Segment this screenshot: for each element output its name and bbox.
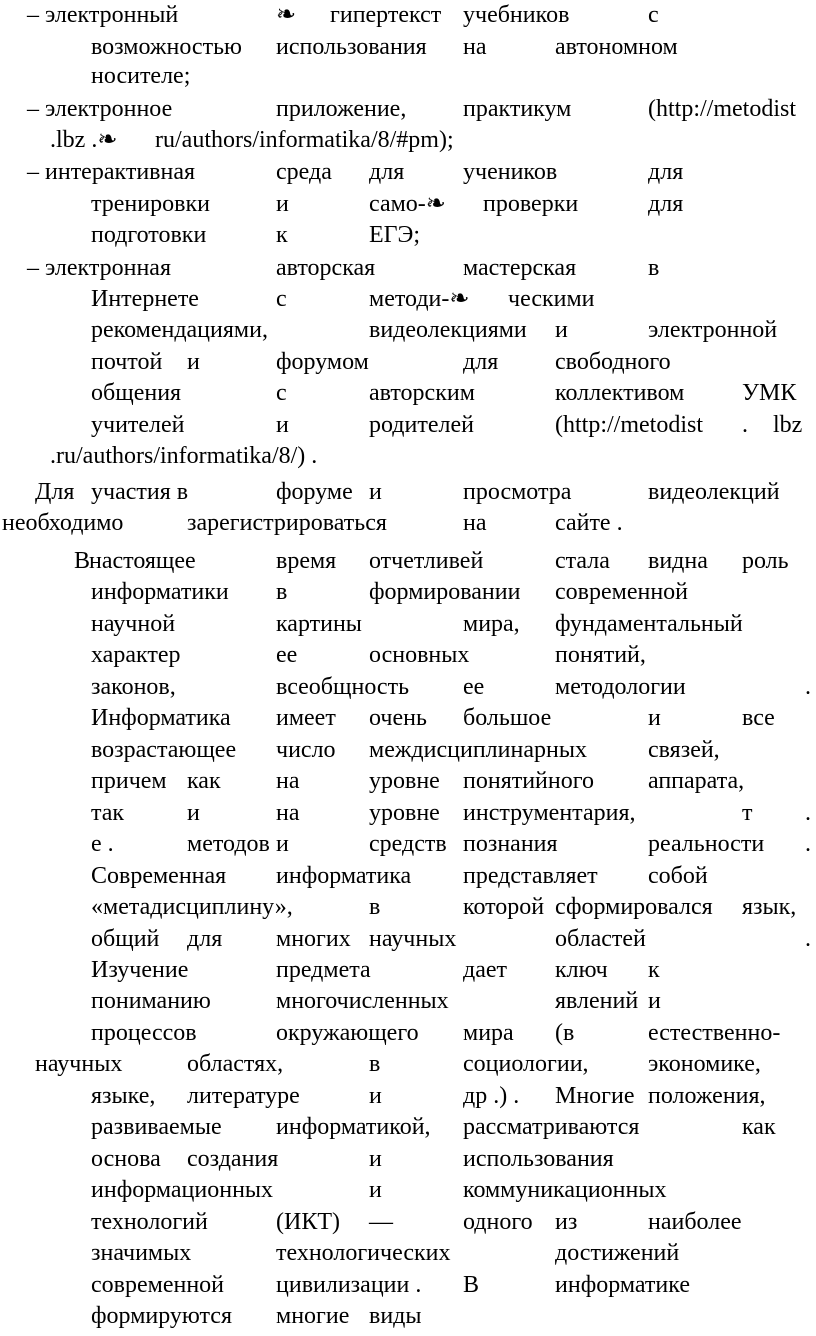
- word: учебников: [463, 2, 570, 28]
- word: роль: [742, 548, 789, 574]
- word: наиболее: [648, 1209, 742, 1235]
- word: мастерская: [463, 255, 577, 281]
- word: приложение,: [276, 96, 407, 122]
- word: процессов: [91, 1020, 197, 1046]
- word: с: [648, 2, 659, 28]
- word: ее: [463, 674, 485, 700]
- word: в: [276, 579, 288, 605]
- text-line: [0, 1269, 816, 1301]
- word: основных: [369, 642, 470, 668]
- word: ее: [276, 642, 298, 668]
- word: ключ: [555, 957, 608, 983]
- word: видна: [648, 548, 708, 574]
- word: основа: [91, 1146, 161, 1172]
- word: методи-❧: [369, 286, 470, 312]
- text-line: [0, 1080, 816, 1112]
- word: Для: [35, 479, 75, 505]
- word: мира,: [463, 611, 520, 637]
- word: Современная: [91, 863, 227, 889]
- text-line: [0, 671, 816, 703]
- word: «метадисциплину»,: [91, 894, 293, 920]
- text-line: [0, 1206, 816, 1238]
- word: и: [276, 412, 289, 438]
- text-line: [0, 476, 816, 508]
- word: Интернете: [91, 286, 199, 312]
- word: создания: [187, 1146, 279, 1172]
- word: как: [742, 1114, 776, 1140]
- word: аппарата,: [648, 768, 745, 794]
- word: ЕГЭ;: [369, 222, 421, 248]
- word: информатики: [91, 579, 229, 605]
- word: ru/authors/informatika/8/#pm);: [155, 127, 454, 153]
- word: законов,: [91, 674, 176, 700]
- word: учителей: [91, 412, 185, 438]
- word: междисциплинарных: [369, 737, 587, 763]
- word: развиваемые: [91, 1114, 222, 1140]
- word: проверки: [483, 191, 579, 217]
- word: отчетливей: [369, 548, 484, 574]
- text-line: [0, 954, 816, 986]
- text-line: [0, 0, 816, 31]
- text-line: [0, 314, 816, 346]
- word: современной: [555, 579, 689, 605]
- text-line: [0, 346, 816, 378]
- word: автономном: [555, 34, 678, 60]
- word: и: [187, 800, 200, 826]
- text-line: [0, 608, 816, 640]
- text-line: [0, 828, 816, 860]
- word: – электронный: [27, 2, 179, 28]
- word: .: [742, 412, 748, 438]
- word: свободного: [555, 349, 671, 375]
- word: возрастающее: [91, 737, 237, 763]
- text-line: [0, 60, 816, 92]
- word: на: [276, 800, 300, 826]
- word: е .: [91, 831, 114, 857]
- text-line: [0, 188, 816, 220]
- word: возможностью: [91, 34, 242, 60]
- text-line: [0, 576, 816, 608]
- word: форуме: [276, 479, 353, 505]
- word: языке,: [91, 1083, 156, 1109]
- word: учеников: [463, 159, 558, 185]
- word: ческими: [508, 286, 595, 312]
- word: – электронная: [27, 255, 171, 281]
- word: формировании: [369, 579, 521, 605]
- word: технологических: [276, 1240, 451, 1266]
- word: (в: [555, 1020, 575, 1046]
- word: авторским: [369, 380, 475, 406]
- word: электронной: [648, 317, 778, 343]
- word: которой: [463, 894, 545, 920]
- text-line: [0, 93, 816, 125]
- word: общий: [91, 926, 160, 952]
- word: практикум: [463, 96, 572, 122]
- word: окружающего: [276, 1020, 419, 1046]
- word: родителей: [369, 412, 474, 438]
- word: современной: [91, 1272, 225, 1298]
- word: Многие: [555, 1083, 635, 1109]
- word: научных: [369, 926, 457, 952]
- word: информатика: [276, 863, 412, 889]
- word: положения,: [648, 1083, 766, 1109]
- word: средств: [369, 831, 447, 857]
- word: предмета: [276, 957, 371, 983]
- text-line: [0, 639, 816, 671]
- word: многие: [276, 1303, 350, 1329]
- word: собой: [648, 863, 708, 889]
- word: понятий,: [555, 642, 646, 668]
- text-line: [0, 734, 816, 766]
- word: рекомендациями,: [91, 317, 268, 343]
- word: к: [276, 222, 288, 248]
- word: фундаментальный: [555, 611, 743, 637]
- word: виды: [369, 1303, 422, 1329]
- word: .lbz .❧: [50, 127, 118, 153]
- text-line: [0, 1017, 816, 1049]
- word: понятийного: [463, 768, 594, 794]
- word: технологий: [91, 1209, 208, 1235]
- word: В: [463, 1272, 480, 1298]
- word: к: [648, 957, 660, 983]
- text-line: [0, 985, 816, 1017]
- word: носителе;: [91, 63, 191, 89]
- word: областей: [555, 926, 646, 952]
- text-line: [0, 124, 816, 156]
- word: т: [742, 800, 753, 826]
- word: в: [369, 1051, 381, 1077]
- word: время: [276, 548, 337, 574]
- word: и: [187, 349, 200, 375]
- word: связей,: [648, 737, 720, 763]
- text-line: [0, 440, 816, 472]
- word: видеолекциями: [369, 317, 527, 343]
- text-line: [0, 797, 816, 829]
- word: с: [276, 286, 287, 312]
- word: естественно-: [648, 1020, 781, 1046]
- word: .: [805, 831, 811, 857]
- word: так: [91, 800, 125, 826]
- word: .: [805, 926, 811, 952]
- word: настоящее: [89, 548, 196, 574]
- word: с: [276, 380, 287, 406]
- word: цивилизации .: [276, 1272, 422, 1298]
- word: все: [742, 705, 775, 731]
- word: просмотра: [463, 479, 572, 505]
- word: значимых: [91, 1240, 192, 1266]
- word: из: [555, 1209, 578, 1235]
- word: мира: [463, 1020, 514, 1046]
- word: методологии: [555, 674, 686, 700]
- word: информационных: [91, 1177, 274, 1203]
- text-line: [0, 1111, 816, 1143]
- word: картины: [276, 611, 362, 637]
- text-line: [0, 409, 816, 441]
- word: необходимо: [2, 510, 124, 536]
- word: информатике: [555, 1272, 690, 1298]
- word: многих: [276, 926, 351, 952]
- text-line: [0, 765, 816, 797]
- text-line: [0, 1143, 816, 1175]
- word: информатикой,: [276, 1114, 431, 1140]
- word: язык,: [742, 894, 797, 920]
- word: литературе: [187, 1083, 300, 1109]
- word: инструментария,: [463, 800, 636, 826]
- word: пониманию: [91, 988, 211, 1014]
- word: и: [648, 988, 661, 1014]
- word: на: [463, 34, 487, 60]
- text-line: [0, 507, 816, 539]
- word: общения: [91, 380, 182, 406]
- word: на: [463, 510, 487, 536]
- word: представляет: [463, 863, 598, 889]
- word: формируются: [91, 1303, 232, 1329]
- word: почтой: [91, 349, 163, 375]
- word: Информатика: [91, 705, 231, 731]
- text-line: [0, 545, 816, 577]
- text-line: [0, 31, 816, 63]
- word: использования: [276, 34, 427, 60]
- word: на: [276, 768, 300, 794]
- word: ❧: [276, 2, 297, 28]
- word: и: [369, 479, 382, 505]
- word: —: [369, 1209, 393, 1235]
- word: (http://metodist: [648, 96, 796, 122]
- text-line: [0, 283, 816, 315]
- word: само-❧: [369, 191, 446, 217]
- word: очень: [369, 705, 427, 731]
- text-line: [0, 860, 816, 892]
- word: явлений: [555, 988, 639, 1014]
- word: и: [276, 831, 289, 857]
- word: для: [463, 349, 499, 375]
- word: форумом: [276, 349, 369, 375]
- word: научной: [91, 611, 176, 637]
- word: всеобщность: [276, 674, 410, 700]
- text-line: [0, 1048, 816, 1080]
- word: социологии,: [463, 1051, 589, 1077]
- word: В: [74, 548, 91, 574]
- word: .: [805, 674, 811, 700]
- word: сайте .: [555, 510, 623, 536]
- word: одного: [463, 1209, 533, 1235]
- word: большое: [463, 705, 552, 731]
- word: методов: [187, 831, 270, 857]
- word: уровне: [369, 768, 440, 794]
- word: использования: [463, 1146, 614, 1172]
- word: дает: [463, 957, 508, 983]
- word: видеолекций: [648, 479, 780, 505]
- word: (http://metodist: [555, 412, 703, 438]
- word: стала: [555, 548, 610, 574]
- text-line: [0, 923, 816, 955]
- word: для: [648, 191, 684, 217]
- word: участия в: [91, 479, 189, 505]
- word: как: [187, 768, 221, 794]
- word: коммуникационных: [463, 1177, 667, 1203]
- word: .ru/authors/informatika/8/) .: [50, 443, 318, 469]
- text-line: [0, 1174, 816, 1206]
- word: УМК: [742, 380, 797, 406]
- word: и: [369, 1177, 382, 1203]
- word: и: [555, 317, 568, 343]
- word: уровне: [369, 800, 440, 826]
- word: зарегистрироваться: [187, 510, 387, 536]
- word: многочисленных: [276, 988, 449, 1014]
- word: достижений: [555, 1240, 680, 1266]
- text-line: [0, 702, 816, 734]
- word: и: [369, 1083, 382, 1109]
- word: – интерактивная: [27, 159, 196, 185]
- text-line: [0, 219, 816, 251]
- word: научных: [35, 1051, 123, 1077]
- word: среда: [276, 159, 332, 185]
- word: реальности: [648, 831, 765, 857]
- word: др .) .: [463, 1083, 520, 1109]
- word: подготовки: [91, 222, 207, 248]
- word: характер: [91, 642, 181, 668]
- word: сформировался: [555, 894, 713, 920]
- word: для: [187, 926, 223, 952]
- word: Изучение: [91, 957, 189, 983]
- word: .: [805, 800, 811, 826]
- text-line: [0, 156, 816, 188]
- word: (ИКТ): [276, 1209, 340, 1235]
- word: областях,: [187, 1051, 284, 1077]
- word: и: [369, 1146, 382, 1172]
- word: гипертекст: [330, 2, 442, 28]
- word: экономике,: [648, 1051, 761, 1077]
- text-line: [0, 377, 816, 409]
- word: lbz: [773, 412, 803, 438]
- word: и: [276, 191, 289, 217]
- text-line: [0, 252, 816, 284]
- text-line: [0, 891, 816, 923]
- word: имеет: [276, 705, 336, 731]
- word: в: [369, 894, 381, 920]
- word: в: [648, 255, 660, 281]
- word: коллективом: [555, 380, 685, 406]
- word: тренировки: [91, 191, 210, 217]
- word: авторская: [276, 255, 376, 281]
- word: – электронное: [27, 96, 173, 122]
- word: и: [648, 705, 661, 731]
- text-line: [0, 1300, 816, 1332]
- word: для: [369, 159, 405, 185]
- word: для: [648, 159, 684, 185]
- text-line: [0, 1237, 816, 1269]
- word: причем: [91, 768, 167, 794]
- word: число: [276, 737, 336, 763]
- word: рассматриваются: [463, 1114, 640, 1140]
- word: познания: [463, 831, 558, 857]
